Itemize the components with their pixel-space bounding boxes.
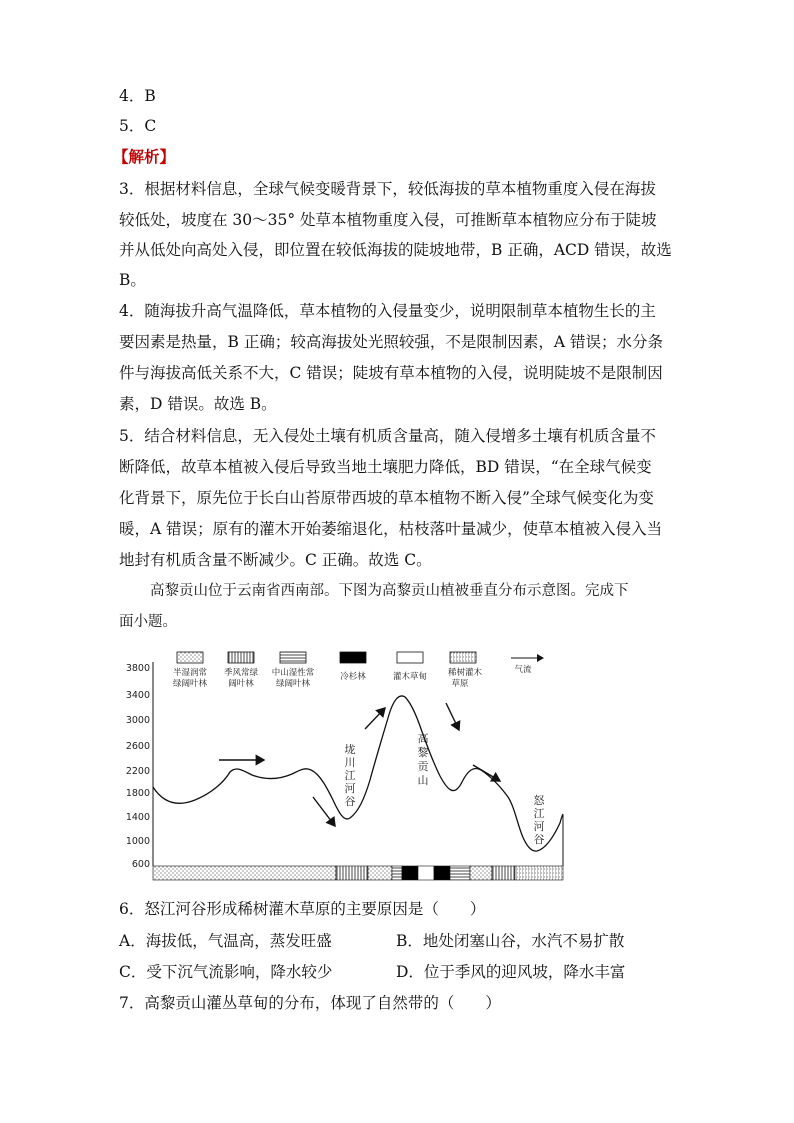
veg-bar-mid-mountain [450,866,470,880]
analysis-line: 4．随海拔升高气温降低，草本植物的入侵量变少，说明限制草本植物生长的主 [119,302,656,320]
legend-label: 绿阔叶林 [172,679,208,689]
veg-bar-semi-humid [368,866,392,880]
legend-label: 阔叶林 [228,679,254,689]
veg-bar-fir [434,866,450,880]
y-tick-2600: 2600 [125,741,150,752]
analysis-line: 3．根据材料信息，全球气候变暖背景下，较低海拔的草本植物重度入侵在海拔 [119,180,656,198]
intro-line-1: 高黎贡山位于云南省西南部。下图为高黎贡山植被垂直分布示意图。完成下 [150,583,629,599]
y-tick-1800: 1800 [125,788,150,799]
label-nujiang: 河 [533,820,545,833]
analysis-line: 较低处，坡度在 30～35° 处草本植物重度入侵，可推断草本植物应分布于陡坡 [119,211,657,229]
y-tick-1000: 1000 [125,836,150,847]
analysis-line: 5．结合材料信息，无入侵处土壤有机质含量高，随入侵增多土壤有机质含量不 [119,427,656,445]
jiexi-label: 【解析】 [113,147,176,166]
question-6-option-d: D．位于季风的迎风坡，降水丰富 [396,963,626,981]
analysis-line: 件与海拔高低关系不大，C 错误；陡坡有草本植物的入侵，说明陡坡不是限制因 [119,364,663,382]
veg-bar-shrub-meadow [418,866,434,880]
question-6-option-a: A．海拔低，气温高，蒸发旺盛 [119,932,332,950]
analysis-line: 地封有机质含量不断减少。C 正确。故选 C。 [119,551,432,569]
airflow-arrow-icon [473,765,500,781]
veg-bar-semi-humid [470,866,492,880]
intro-line-2: 面小题。 [119,614,177,630]
y-tick-3000: 3000 [125,715,150,726]
analysis-line: 暖，A 错误；原有的灌木开始萎缩退化，枯枝落叶量减少，使草本植被入侵入当 [119,520,663,538]
answer-4: 4．B [119,87,156,105]
legend-swatch-savanna [450,652,476,663]
legend-label: 稀树灌木 [447,668,483,678]
veg-bar-savanna [515,866,563,880]
legend-swatch-mid-mountain [280,652,306,663]
legend-label: 冷杉林 [340,672,366,682]
y-tick-3800: 3800 [125,663,150,674]
terrain-profile [153,696,563,851]
y-tick-1400: 1400 [125,812,150,823]
analysis-line: 素，D 错误。故选 B。 [119,395,277,413]
veg-bar-fir [402,866,418,880]
label-longchuan: 垅 [344,743,356,756]
analysis-line: 要因素是热量，B 正确；较高海拔处光照较强，不是限制因素，A 错误；水分条 [119,333,663,351]
question-7-stem: 7．高黎贡山灌丛草甸的分布，体现了自然带的（ ） [119,994,501,1012]
label-gaoligong: 高 [417,732,429,745]
legend-label: 灌木草甸 [392,672,428,682]
label-nujiang: 谷 [533,833,545,846]
legend-swatch-fir [340,652,366,663]
airflow-arrow-icon [313,797,335,826]
label-nujiang: 怒 [533,794,545,807]
legend-swatch-monsoon [228,652,254,663]
label-longchuan: 河 [344,782,356,795]
airflow-arrow-icon [446,703,459,730]
analysis-line: 化背景下，原先位于长白山苔原带西坡的草本植物不断入侵”全球气候变化为变 [119,489,654,507]
analysis-line: 断降低，故草本植被入侵后导致当地土壤肥力降低，BD 错误，“在全球气候变 [119,458,652,476]
label-longchuan: 江 [344,769,356,782]
label-gaoligong: 贡 [417,760,429,773]
legend-label: 季风常绿 [223,668,259,678]
legend-label: 绿阔叶林 [275,679,311,689]
label-longchuan: 川 [344,756,356,769]
veg-bar-monsoon [492,866,515,880]
label-nujiang: 江 [533,807,545,820]
label-longchuan: 谷 [344,795,356,808]
y-tick-600: 600 [131,859,150,870]
veg-bar-mid-mountain [392,866,402,880]
legend-swatch-shrub-meadow [397,652,423,663]
question-6-option-c: C．受下沉气流影响，降水较少 [119,963,333,981]
label-gaoligong: 山 [417,774,429,787]
legend-label: 中山湿性常 [271,668,315,678]
answer-5: 5．C [119,117,157,135]
y-tick-2200: 2200 [125,766,150,777]
y-tick-3400: 3400 [125,690,150,701]
legend-label: 草原 [451,679,469,689]
legend-swatch-semi-humid [177,652,203,663]
analysis-line: B。 [119,271,146,289]
vegetation-figure [110,640,580,890]
question-6-stem: 6．怒江河谷形成稀树灌木草原的主要原因是（ ） [119,900,486,918]
veg-bar-semi-humid [153,866,336,880]
legend-label: 半湿润常 [172,668,208,678]
airflow-arrow-icon [365,708,385,729]
veg-bar-monsoon [336,866,368,880]
legend-label: 气流 [514,665,532,675]
analysis-line: 并从低处向高处入侵，即位置在较低海拔的陡坡地带，B 正确，ACD 错误，故选 [119,241,672,259]
question-6-option-b: B．地处闭塞山谷，水汽不易扩散 [396,932,625,950]
label-gaoligong: 黎 [417,746,429,759]
